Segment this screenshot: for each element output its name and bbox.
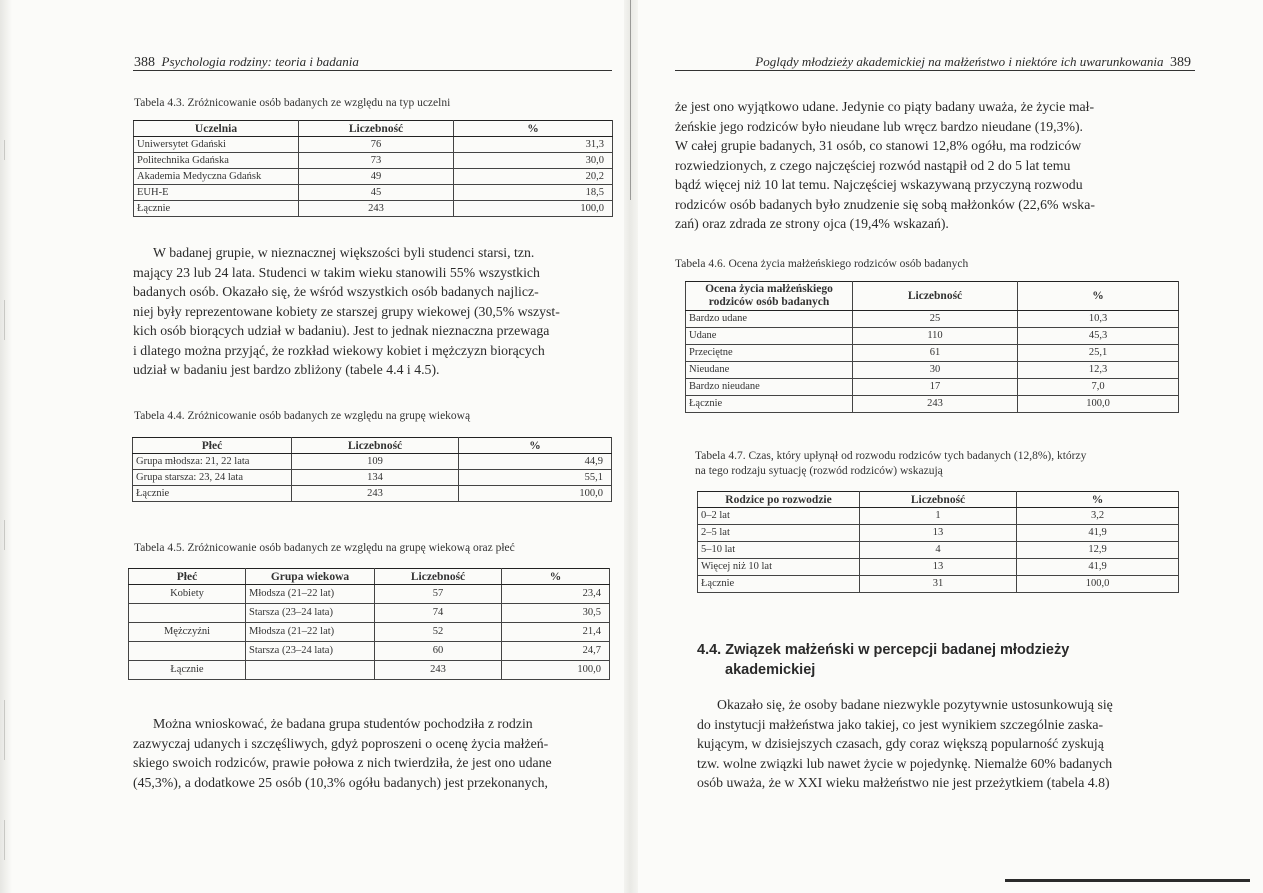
table-cell: 100,0 (1018, 396, 1179, 413)
table-cell: Łącznie (133, 486, 292, 502)
table-cell: Starsza (23–24 lata) (246, 642, 375, 661)
table-header: Liczebność (853, 282, 1018, 311)
table-row (133, 486, 612, 502)
table-row (134, 185, 613, 201)
left-running-title: Psychologia rodziny: teoria i badania (161, 54, 359, 69)
right-running-head (755, 55, 1191, 70)
table-cell (129, 642, 246, 661)
table-cell: 61 (853, 345, 1018, 362)
table-header: Liczebność (292, 438, 459, 454)
table-cell: 45,3 (1018, 328, 1179, 345)
left-running-head (134, 55, 359, 70)
table-cell: Grupa starsza: 23, 24 lata (133, 470, 292, 486)
right-running-title: Poglądy młodzieży akademickiej na małżeństwo i niektóre ich uwarunkowania (755, 54, 1164, 69)
table-row (134, 169, 613, 185)
table-cell: 74 (375, 604, 502, 623)
text-line: kującym, w dzisiejszych czasach, gdy coraz większą popularność zyskują (697, 736, 1104, 751)
table-cell: 13 (860, 525, 1017, 542)
table-cell: 10,3 (1018, 311, 1179, 328)
text-line: żeńskie jego rodziców było nieudane lub wręcz bardzo nieudane (19,3%). (675, 118, 1083, 134)
table-cell: Akademia Medyczna Gdańsk (134, 169, 299, 185)
table-cell: 52 (375, 623, 502, 642)
table-cell: Więcej niż 10 lat (698, 559, 860, 576)
table-cell: 2–5 lat (698, 525, 860, 542)
heading-line: akademickiej (725, 662, 816, 678)
table-cell: 243 (853, 396, 1018, 413)
left-header-rule (133, 70, 612, 71)
table-cell: 21,4 (502, 623, 610, 642)
table-cell: 3,2 (1017, 508, 1179, 525)
text-line: Okazało się, że osoby badane niezwykle pozytywnie ustosunkowują się (717, 697, 1113, 712)
table-cell: 60 (375, 642, 502, 661)
table-cell: 30 (853, 362, 1018, 379)
table-row (686, 311, 1179, 328)
table-row (133, 454, 612, 470)
text-line: rodziców osób badanych było znudzenie się sobą małżonków (22,6% wska- (675, 196, 1095, 212)
table-cell: EUH-E (134, 185, 299, 201)
table-cell: 5–10 lat (698, 542, 860, 559)
table-row (129, 604, 610, 623)
table-cell: Grupa młodsza: 21, 22 lata (133, 454, 292, 470)
table-cell: 1 (860, 508, 1017, 525)
right-paragraph-2 (697, 695, 1197, 793)
table-cell: Nieudane (686, 362, 853, 379)
text-line: do instytucji małżeństwa jako takiej, co jest wynikiem szczególnie zaska- (697, 716, 1104, 732)
table-cell: 45 (299, 185, 454, 201)
table-row (134, 137, 613, 153)
table-header: % (1018, 282, 1179, 311)
table-cell: Uniwersytet Gdański (134, 137, 299, 153)
table-row (133, 470, 612, 486)
text-line: bądź więcej niż 10 lat temu. Najczęściej wskazywaną przyczyną rozwodu (675, 177, 1083, 192)
table-cell: 57 (375, 585, 502, 604)
table-cell: 110 (853, 328, 1018, 345)
table-header: % (459, 438, 612, 454)
left-page (0, 0, 631, 893)
table-header: % (1017, 492, 1179, 508)
text-line: zazwyczaj udanych i szczęśliwych, gdyż poproszeni o ocenę życia małżeń- (133, 735, 549, 751)
table-4-6-caption: Tabela 4.6. Ocena życia małżeńskiego rodziców osób badanych (675, 258, 969, 270)
table-cell: 100,0 (502, 661, 610, 680)
table-4-3 (133, 120, 613, 217)
table-row (686, 379, 1179, 396)
text-line: (45,3%), a dodatkowe 25 osób (10,3% ogółu badanych) jest przekonanych, (133, 774, 548, 790)
table-4-6 (685, 281, 1179, 413)
header-line: Ocena życia małżeńskiego (705, 283, 833, 295)
table-cell: Łącznie (134, 201, 299, 217)
table-4-5-caption: Tabela 4.5. Zróżnicowanie osób badanych ze względu na grupę wiekową oraz płeć (134, 542, 515, 554)
left-paragraph-1 (133, 243, 613, 380)
table-cell: Starsza (23–24 lata) (246, 604, 375, 623)
text-line: W całej grupie badanych, 31 osób, co stanowi 12,8% ogółu, ma rodziców (675, 138, 1082, 153)
table-cell: 17 (853, 379, 1018, 396)
table-cell: 7,0 (1018, 379, 1179, 396)
table-row (698, 576, 1179, 593)
table-4-7-caption (695, 449, 1086, 479)
table-row (134, 153, 613, 169)
table-cell: 243 (299, 201, 454, 217)
table-header: Rodzice po rozwodzie (698, 492, 860, 508)
table-cell: Młodsza (21–22 lat) (246, 623, 375, 642)
scan-artifact-line (1005, 879, 1250, 882)
text-line: tzw. wolne związki lub nawet życie w pojedynkę. Niemalże 60% badanych (697, 755, 1113, 771)
table-header: Liczebność (375, 569, 502, 585)
table-cell: 30,0 (454, 153, 613, 169)
table-4-7 (697, 491, 1179, 593)
table-cell (129, 604, 246, 623)
right-page (631, 0, 1263, 893)
table-row (698, 559, 1179, 576)
table-cell: 13 (860, 559, 1017, 576)
table-cell: Bardzo nieudane (686, 379, 853, 396)
right-header-rule (675, 70, 1195, 71)
text-line: osób uważa, że w XXI wieku małżeństwo nie jest przeżytkiem (tabela 4.8) (697, 775, 1110, 790)
table-4-5 (128, 568, 610, 680)
table-row (698, 542, 1179, 559)
table-cell: 243 (292, 486, 459, 502)
table-cell: 100,0 (459, 486, 612, 502)
text-line: zań) oraz zdrada ze strony ojca (19,4% wskazań). (675, 216, 949, 231)
table-4-4-caption: Tabela 4.4. Zróżnicowanie osób badanych ze względu na grupę wiekową (134, 410, 471, 422)
table-4-3-caption: Tabela 4.3. Zróżnicowanie osób badanych ze względu na typ uczelni (134, 97, 451, 109)
table-cell: Przeciętne (686, 345, 853, 362)
left-paragraph-2 (133, 714, 612, 792)
table-cell: 20,2 (454, 169, 613, 185)
table-cell: Udane (686, 328, 853, 345)
table-cell: 25,1 (1018, 345, 1179, 362)
header-line: rodziców osób badanych (708, 296, 830, 308)
text-line: niej były reprezentowane kobiety ze starszej grupy wiekowej (30,5% wszyst- (133, 303, 560, 319)
table-header: Liczebność (299, 121, 454, 137)
caption-line: Tabela 4.7. Czas, który upłynął od rozwodu rodziców tych badanych (12,8%), którzy (695, 450, 1087, 462)
table-cell: 100,0 (454, 201, 613, 217)
table-header: Płeć (129, 569, 246, 585)
text-line: i dlatego można przyjąć, że rozkład wiekowy kobiet i mężczyzn biorących (133, 342, 545, 358)
table-cell: 109 (292, 454, 459, 470)
table-cell: 23,4 (502, 585, 610, 604)
text-line: badanych osób. Okazało się, że wśród wszystkich osób badanych najlicz- (133, 284, 539, 299)
text-line: mający 23 lub 24 lata. Studenci w takim wieku stanowili 55% wszystkich (133, 264, 540, 280)
right-paragraph-1 (675, 97, 1195, 234)
table-cell: Kobiety (129, 585, 246, 604)
table-cell: 41,9 (1017, 525, 1179, 542)
text-line: Można wnioskować, że badana grupa studentów pochodziła z rodzin (153, 716, 533, 731)
table-cell: 12,3 (1018, 362, 1179, 379)
table-row (129, 642, 610, 661)
table-header: Liczebność (860, 492, 1017, 508)
table-cell: 30,5 (502, 604, 610, 623)
table-row (686, 328, 1179, 345)
heading-line: 4.4. Związek małżeński w percepcji badanej młodzieży (697, 642, 1070, 658)
table-cell: 18,5 (454, 185, 613, 201)
table-cell: 243 (375, 661, 502, 680)
table-cell: 49 (299, 169, 454, 185)
table-cell: Łącznie (129, 661, 246, 680)
table-cell: 41,9 (1017, 559, 1179, 576)
text-line: że jest ono wyjątkowo udane. Jedynie co piąty badany uważa, że życie mał- (675, 99, 1095, 114)
table-row (686, 345, 1179, 362)
text-line: rozwiedzionych, z czego najczęściej rozwód nastąpił od 2 do 5 lat temu (675, 157, 1071, 173)
table-cell: 55,1 (459, 470, 612, 486)
right-page-number: 389 (1170, 55, 1191, 70)
table-cell: Młodsza (21–22 lat) (246, 585, 375, 604)
table-row (129, 661, 610, 680)
table-header: % (454, 121, 613, 137)
table-row (698, 508, 1179, 525)
table-header: Płeć (133, 438, 292, 454)
text-line: udział w badaniu jest bardzo zbliżony (tabele 4.4 i 4.5). (133, 362, 440, 377)
table-4-4 (132, 437, 612, 502)
table-header (686, 282, 853, 311)
table-cell: 24,7 (502, 642, 610, 661)
table-row (134, 201, 613, 217)
table-row (686, 396, 1179, 413)
table-cell (246, 661, 375, 680)
table-cell: Mężczyźni (129, 623, 246, 642)
table-cell: 134 (292, 470, 459, 486)
section-heading (697, 640, 1197, 680)
text-line: skiego swoich rodziców, prawie połowa z nich twierdziła, że jest ono udane (133, 755, 552, 770)
table-cell: 0–2 lat (698, 508, 860, 525)
text-line: kich osób biorących udział w badaniu). Jest to jednak nieznaczna przewaga (133, 323, 550, 338)
table-cell: 73 (299, 153, 454, 169)
table-cell: 4 (860, 542, 1017, 559)
table-cell: Politechnika Gdańska (134, 153, 299, 169)
table-cell: 31 (860, 576, 1017, 593)
table-row (698, 525, 1179, 542)
table-cell: Łącznie (686, 396, 853, 413)
table-cell: 100,0 (1017, 576, 1179, 593)
left-page-number: 388 (134, 55, 155, 70)
table-header: Grupa wiekowa (246, 569, 375, 585)
table-cell: Łącznie (698, 576, 860, 593)
caption-line: na tego rodzaju sytuację (rozwód rodziców) wskazują (695, 465, 943, 477)
table-cell: 31,3 (454, 137, 613, 153)
table-cell: 44,9 (459, 454, 612, 470)
table-header: Uczelnia (134, 121, 299, 137)
table-row (686, 362, 1179, 379)
table-cell: Bardzo udane (686, 311, 853, 328)
table-header: % (502, 569, 610, 585)
table-cell: 12,9 (1017, 542, 1179, 559)
table-row (129, 585, 610, 604)
table-cell: 76 (299, 137, 454, 153)
table-cell: 25 (853, 311, 1018, 328)
text-line: W badanej grupie, w nieznacznej większości byli studenci starsi, tzn. (153, 245, 535, 260)
table-row (129, 623, 610, 642)
